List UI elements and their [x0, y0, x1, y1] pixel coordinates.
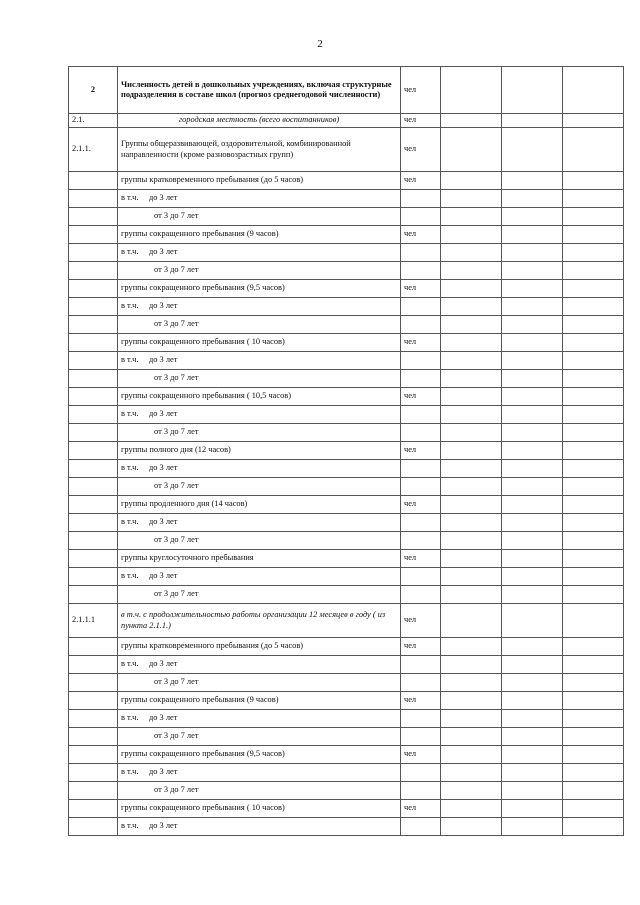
value-cell[interactable]	[502, 334, 563, 352]
table-row	[69, 568, 624, 586]
value-cell[interactable]	[502, 514, 563, 532]
table-row	[69, 674, 624, 692]
incl-label: в т.ч.	[121, 355, 139, 365]
value-cell[interactable]	[563, 316, 624, 334]
incl-label: в т.ч.	[121, 463, 139, 473]
table-row	[69, 406, 624, 424]
age-label: до 3 лет	[149, 571, 178, 581]
unit-cell: чел	[401, 67, 441, 114]
unit-cell	[401, 818, 441, 836]
value-cell[interactable]	[502, 782, 563, 800]
value-cell[interactable]	[563, 532, 624, 550]
row-label: группы сокращенного пребывания ( 10 часов)	[118, 800, 401, 818]
unit-cell	[401, 764, 441, 782]
row-label: группы сокращенного пребывания (9 часов)	[118, 226, 401, 244]
table-row	[69, 586, 624, 604]
value-cell[interactable]	[563, 442, 624, 460]
value-cell[interactable]	[563, 746, 624, 764]
unit-cell	[401, 532, 441, 550]
table-row	[69, 604, 624, 638]
value-cell[interactable]	[441, 172, 502, 190]
unit-cell	[401, 710, 441, 728]
row-label: группы сокращенного пребывания ( 10,5 часов)	[118, 388, 401, 406]
row-number	[69, 550, 118, 568]
value-cell[interactable]	[563, 586, 624, 604]
row-number	[69, 424, 118, 442]
incl-label: в т.ч.	[121, 301, 139, 311]
row-label: в т.ч. с продолжительностью работы организации 12 месяцев в году ( из пункта 2.1.1.)	[118, 604, 401, 638]
value-cell[interactable]	[563, 424, 624, 442]
row-label	[118, 352, 401, 370]
incl-label: в т.ч.	[121, 767, 139, 777]
row-label: группы круглосуточного пребывания	[118, 550, 401, 568]
row-number	[69, 388, 118, 406]
value-cell[interactable]	[441, 496, 502, 514]
row-number	[69, 674, 118, 692]
row-number	[69, 800, 118, 818]
age-label: до 3 лет	[149, 193, 178, 203]
value-cell[interactable]	[441, 478, 502, 496]
value-cell[interactable]	[563, 114, 624, 128]
row-label	[118, 710, 401, 728]
value-cell[interactable]	[563, 172, 624, 190]
row-number	[69, 478, 118, 496]
row-label	[118, 656, 401, 674]
age-label: от 3 до 7 лет	[118, 262, 401, 280]
value-cell[interactable]	[563, 692, 624, 710]
table-row	[69, 388, 624, 406]
table-row	[69, 460, 624, 478]
age-label: до 3 лет	[149, 301, 178, 311]
value-cell[interactable]	[502, 764, 563, 782]
unit-cell	[401, 424, 441, 442]
value-cell[interactable]	[563, 674, 624, 692]
value-cell[interactable]	[563, 67, 624, 114]
table-row	[69, 442, 624, 460]
value-cell[interactable]	[563, 244, 624, 262]
row-number	[69, 334, 118, 352]
value-cell[interactable]	[563, 334, 624, 352]
value-cell[interactable]	[502, 586, 563, 604]
value-cell[interactable]	[563, 764, 624, 782]
row-number	[69, 586, 118, 604]
unit-cell: чел	[401, 334, 441, 352]
age-label: от 3 до 7 лет	[118, 728, 401, 746]
row-label	[118, 190, 401, 208]
value-cell[interactable]	[502, 800, 563, 818]
age-label: до 3 лет	[149, 713, 178, 723]
value-cell[interactable]	[441, 532, 502, 550]
row-number	[69, 370, 118, 388]
value-cell[interactable]	[502, 532, 563, 550]
value-cell[interactable]	[441, 782, 502, 800]
value-cell[interactable]	[563, 728, 624, 746]
value-cell[interactable]	[441, 67, 502, 114]
row-number	[69, 352, 118, 370]
age-label: до 3 лет	[149, 355, 178, 365]
row-label: группы кратковременного пребывания (до 5 часов)	[118, 638, 401, 656]
value-cell[interactable]	[441, 568, 502, 586]
value-cell[interactable]	[441, 114, 502, 128]
age-label: от 3 до 7 лет	[118, 532, 401, 550]
table-row	[69, 728, 624, 746]
row-label: городская местность (всего воспитанников)	[118, 114, 401, 128]
row-label	[118, 514, 401, 532]
unit-cell	[401, 728, 441, 746]
page-number: 2	[317, 38, 323, 50]
age-label: от 3 до 7 лет	[118, 370, 401, 388]
value-cell[interactable]	[563, 496, 624, 514]
incl-label: в т.ч.	[121, 517, 139, 527]
value-cell[interactable]	[502, 460, 563, 478]
table-row	[69, 280, 624, 298]
unit-cell: чел	[401, 638, 441, 656]
row-label: группы сокращенного пребывания (9,5 часов)	[118, 280, 401, 298]
value-cell[interactable]	[563, 298, 624, 316]
value-cell[interactable]	[563, 406, 624, 424]
value-cell[interactable]	[502, 190, 563, 208]
row-label	[118, 244, 401, 262]
value-cell[interactable]	[441, 764, 502, 782]
value-cell[interactable]	[441, 334, 502, 352]
unit-cell	[401, 514, 441, 532]
unit-cell	[401, 656, 441, 674]
value-cell[interactable]	[441, 586, 502, 604]
row-number	[69, 496, 118, 514]
value-cell[interactable]	[441, 604, 502, 638]
row-number	[69, 514, 118, 532]
unit-cell: чел	[401, 280, 441, 298]
value-cell[interactable]	[502, 262, 563, 280]
table-row	[69, 764, 624, 782]
table-row	[69, 746, 624, 764]
value-cell[interactable]	[502, 67, 563, 114]
table-row	[69, 244, 624, 262]
value-cell[interactable]	[441, 128, 502, 172]
unit-cell	[401, 782, 441, 800]
value-cell[interactable]	[502, 352, 563, 370]
value-cell[interactable]	[502, 226, 563, 244]
value-cell[interactable]	[563, 128, 624, 172]
table-row	[69, 370, 624, 388]
unit-cell: чел	[401, 442, 441, 460]
row-title: Численность детей в дошкольных учреждениях, включая структурные подразделения в составе школ (прогноз среднегодовой численности)	[118, 67, 401, 114]
value-cell[interactable]	[502, 478, 563, 496]
unit-cell: чел	[401, 550, 441, 568]
value-cell[interactable]	[441, 424, 502, 442]
value-cell[interactable]	[502, 208, 563, 226]
age-label: до 3 лет	[149, 659, 178, 669]
table-row	[69, 262, 624, 280]
row-number	[69, 692, 118, 710]
value-cell[interactable]	[563, 352, 624, 370]
table-row	[69, 172, 624, 190]
value-cell[interactable]	[502, 370, 563, 388]
table-row	[69, 128, 624, 172]
age-label: от 3 до 7 лет	[118, 478, 401, 496]
row-number	[69, 568, 118, 586]
unit-cell: чел	[401, 172, 441, 190]
row-label	[118, 406, 401, 424]
value-cell[interactable]	[502, 818, 563, 836]
row-number	[69, 172, 118, 190]
unit-cell	[401, 244, 441, 262]
value-cell[interactable]	[441, 316, 502, 334]
row-number: 2.1.1.1	[69, 604, 118, 638]
table-row	[69, 638, 624, 656]
row-number	[69, 316, 118, 334]
value-cell[interactable]	[563, 190, 624, 208]
row-label	[118, 818, 401, 836]
value-cell[interactable]	[441, 262, 502, 280]
value-cell[interactable]	[563, 818, 624, 836]
age-label: от 3 до 7 лет	[118, 674, 401, 692]
unit-cell	[401, 478, 441, 496]
row-number	[69, 280, 118, 298]
table-row	[69, 710, 624, 728]
value-cell[interactable]	[502, 128, 563, 172]
age-label: до 3 лет	[149, 409, 178, 419]
value-cell[interactable]	[502, 496, 563, 514]
value-cell[interactable]	[502, 746, 563, 764]
age-label: от 3 до 7 лет	[118, 782, 401, 800]
table-row	[69, 818, 624, 836]
unit-cell	[401, 208, 441, 226]
value-cell[interactable]	[441, 226, 502, 244]
table-row	[69, 114, 624, 128]
row-label: группы сокращенного пребывания (9 часов)	[118, 692, 401, 710]
row-number: 2.1.1.	[69, 128, 118, 172]
value-cell[interactable]	[502, 298, 563, 316]
row-number	[69, 746, 118, 764]
unit-cell	[401, 460, 441, 478]
value-cell[interactable]	[563, 710, 624, 728]
row-label	[118, 298, 401, 316]
unit-cell	[401, 674, 441, 692]
table-row	[69, 424, 624, 442]
row-label: группы полного дня (12 часов)	[118, 442, 401, 460]
value-cell[interactable]	[563, 638, 624, 656]
incl-label: в т.ч.	[121, 713, 139, 723]
table-row	[69, 478, 624, 496]
table-row	[69, 352, 624, 370]
row-label: группы сокращенного пребывания ( 10 часов)	[118, 334, 401, 352]
unit-cell: чел	[401, 800, 441, 818]
incl-label: в т.ч.	[121, 193, 139, 203]
value-cell[interactable]	[563, 388, 624, 406]
row-number	[69, 262, 118, 280]
incl-label: в т.ч.	[121, 409, 139, 419]
value-cell[interactable]	[563, 478, 624, 496]
row-number	[69, 460, 118, 478]
age-label: до 3 лет	[149, 463, 178, 473]
unit-cell: чел	[401, 388, 441, 406]
value-cell[interactable]	[441, 280, 502, 298]
value-cell[interactable]	[563, 460, 624, 478]
value-cell[interactable]	[441, 818, 502, 836]
row-label	[118, 460, 401, 478]
table-row	[69, 67, 624, 114]
unit-cell: чел	[401, 226, 441, 244]
table-row	[69, 226, 624, 244]
unit-cell	[401, 352, 441, 370]
value-cell[interactable]	[441, 370, 502, 388]
value-cell[interactable]	[441, 190, 502, 208]
table-row	[69, 298, 624, 316]
value-cell[interactable]	[441, 298, 502, 316]
age-label: от 3 до 7 лет	[118, 316, 401, 334]
value-cell[interactable]	[563, 514, 624, 532]
incl-label: в т.ч.	[121, 247, 139, 257]
row-number	[69, 728, 118, 746]
unit-cell: чел	[401, 604, 441, 638]
value-cell[interactable]	[441, 746, 502, 764]
row-number	[69, 244, 118, 262]
unit-cell: чел	[401, 128, 441, 172]
value-cell[interactable]	[502, 424, 563, 442]
table-row	[69, 496, 624, 514]
table-row	[69, 514, 624, 532]
value-cell[interactable]	[502, 280, 563, 298]
value-cell[interactable]	[441, 208, 502, 226]
value-cell[interactable]	[441, 692, 502, 710]
unit-cell	[401, 262, 441, 280]
unit-cell	[401, 316, 441, 334]
value-cell[interactable]	[441, 674, 502, 692]
row-label: группы кратковременного пребывания (до 5 часов)	[118, 172, 401, 190]
value-cell[interactable]	[502, 656, 563, 674]
value-cell[interactable]	[563, 370, 624, 388]
value-cell[interactable]	[441, 406, 502, 424]
value-cell[interactable]	[441, 244, 502, 262]
age-label: до 3 лет	[149, 247, 178, 257]
table-row	[69, 190, 624, 208]
value-cell[interactable]	[563, 782, 624, 800]
value-cell[interactable]	[563, 568, 624, 586]
value-cell[interactable]	[502, 388, 563, 406]
table-row	[69, 532, 624, 550]
row-number	[69, 818, 118, 836]
value-cell[interactable]	[563, 280, 624, 298]
age-label: от 3 до 7 лет	[118, 424, 401, 442]
row-number	[69, 710, 118, 728]
row-number	[69, 298, 118, 316]
row-number	[69, 406, 118, 424]
age-label: от 3 до 7 лет	[118, 586, 401, 604]
value-cell[interactable]	[502, 728, 563, 746]
value-cell[interactable]	[441, 710, 502, 728]
age-label: до 3 лет	[149, 517, 178, 527]
row-number	[69, 764, 118, 782]
row-number	[69, 442, 118, 460]
value-cell[interactable]	[502, 114, 563, 128]
value-cell[interactable]	[441, 460, 502, 478]
unit-cell	[401, 298, 441, 316]
table-row	[69, 334, 624, 352]
value-cell[interactable]	[441, 352, 502, 370]
statistics-table	[68, 66, 624, 836]
incl-label: в т.ч.	[121, 659, 139, 669]
value-cell[interactable]	[441, 442, 502, 460]
value-cell[interactable]	[563, 800, 624, 818]
value-cell[interactable]	[502, 568, 563, 586]
unit-cell	[401, 190, 441, 208]
value-cell[interactable]	[441, 800, 502, 818]
unit-cell: чел	[401, 114, 441, 128]
value-cell[interactable]	[441, 388, 502, 406]
value-cell[interactable]	[563, 208, 624, 226]
value-cell[interactable]	[441, 550, 502, 568]
row-number	[69, 226, 118, 244]
row-number	[69, 190, 118, 208]
row-number	[69, 638, 118, 656]
unit-cell	[401, 370, 441, 388]
row-number	[69, 208, 118, 226]
incl-label: в т.ч.	[121, 571, 139, 581]
row-number: 2.1.	[69, 114, 118, 128]
table-row	[69, 656, 624, 674]
row-number	[69, 532, 118, 550]
row-label: группы сокращенного пребывания (9,5 часов)	[118, 746, 401, 764]
age-label: до 3 лет	[149, 767, 178, 777]
value-cell[interactable]	[563, 226, 624, 244]
unit-cell	[401, 406, 441, 424]
value-cell[interactable]	[441, 656, 502, 674]
row-number	[69, 656, 118, 674]
value-cell[interactable]	[563, 262, 624, 280]
row-number	[69, 782, 118, 800]
unit-cell: чел	[401, 692, 441, 710]
table-row	[69, 782, 624, 800]
value-cell[interactable]	[441, 728, 502, 746]
value-cell[interactable]	[502, 406, 563, 424]
table-row	[69, 550, 624, 568]
value-cell[interactable]	[502, 442, 563, 460]
unit-cell	[401, 586, 441, 604]
value-cell[interactable]	[441, 514, 502, 532]
unit-cell: чел	[401, 496, 441, 514]
age-label: до 3 лет	[149, 821, 178, 831]
value-cell[interactable]	[563, 550, 624, 568]
row-label	[118, 764, 401, 782]
unit-cell	[401, 568, 441, 586]
table-row	[69, 692, 624, 710]
value-cell[interactable]	[502, 550, 563, 568]
unit-cell: чел	[401, 746, 441, 764]
value-cell[interactable]	[563, 656, 624, 674]
incl-label: в т.ч.	[121, 821, 139, 831]
value-cell[interactable]	[502, 692, 563, 710]
value-cell[interactable]	[502, 710, 563, 728]
value-cell[interactable]	[441, 638, 502, 656]
table-row	[69, 800, 624, 818]
age-label: от 3 до 7 лет	[118, 208, 401, 226]
table-row	[69, 208, 624, 226]
value-cell[interactable]	[563, 604, 624, 638]
row-label: группы продленного дня (14 часов)	[118, 496, 401, 514]
value-cell[interactable]	[502, 172, 563, 190]
table-row	[69, 316, 624, 334]
value-cell[interactable]	[502, 674, 563, 692]
row-label	[118, 568, 401, 586]
row-number: 2	[69, 67, 118, 114]
value-cell[interactable]	[502, 604, 563, 638]
value-cell[interactable]	[502, 244, 563, 262]
value-cell[interactable]	[502, 316, 563, 334]
value-cell[interactable]	[502, 638, 563, 656]
row-label: Группы общеразвивающей, оздоровительной, комбинированной направленности (кроме разновозрастных групп)	[118, 128, 401, 172]
